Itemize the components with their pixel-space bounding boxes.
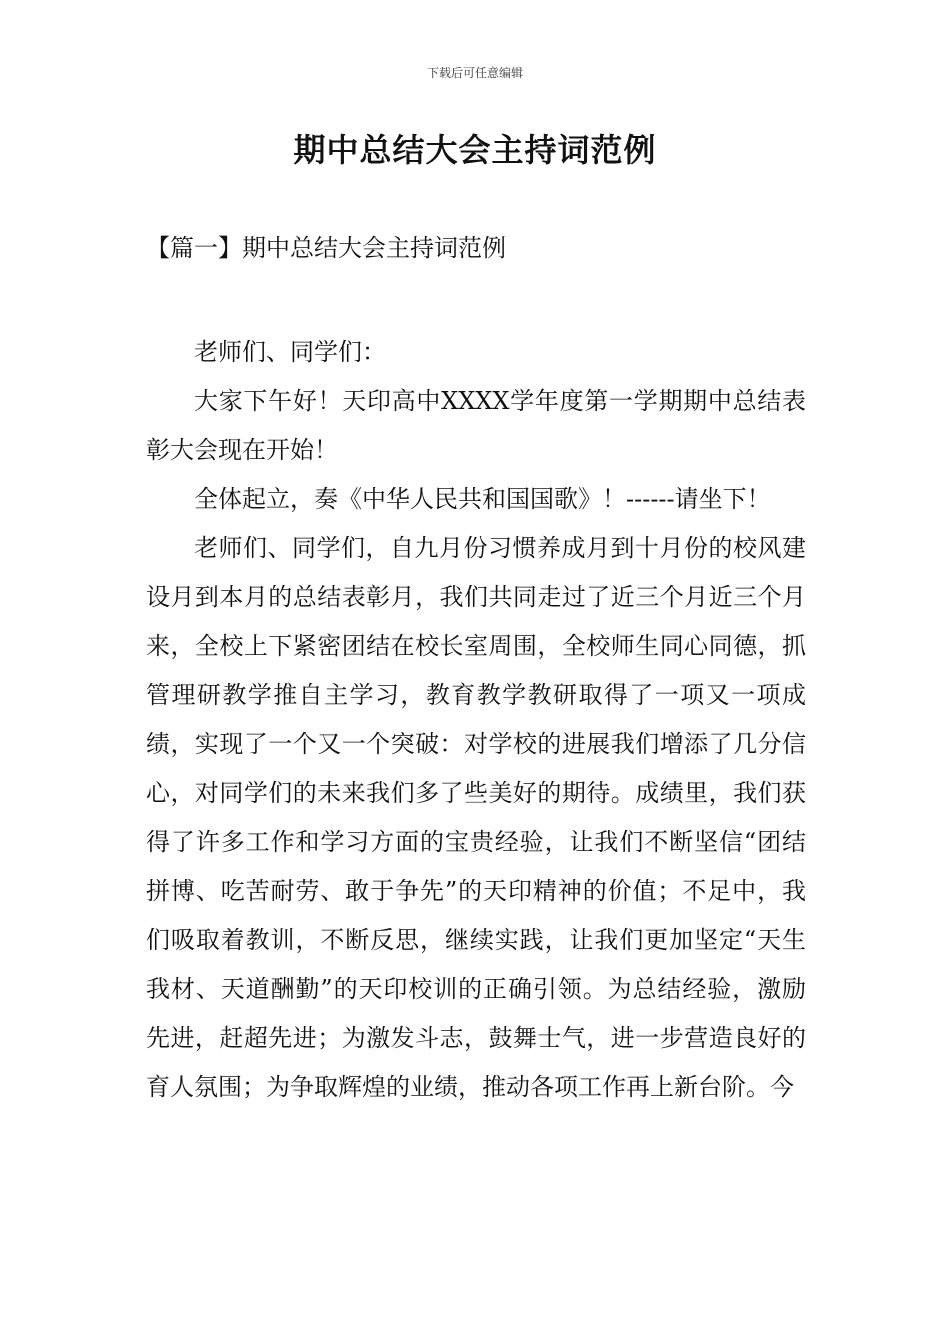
- body-text: [146, 328, 806, 1112]
- header-note: 下载后可任意编辑: [426, 66, 523, 80]
- paragraph-review: 老师们、同学们，自九月份习惯养成月到十月份的校风建设月到本月的总结表彰月，我们共同走过了近三个月近三个月来，全校上下紧密团结在校长室周围，全校师生同心同德，抓管理研教学推自主学习，教育教学教研取得了一项又一项成绩，实现了一个又一个突破：对学校的进展我们增添了几分信心，对同学们的未来我们多了些美好的期待。成绩里，我们获得了许多工作和学习方面的宝贵经验，让我们不断坚信“团结拼博、吃苦耐劳、敢于争先”的天印精神的价值；不足中，我们吸取着教训，不断反思，继续实践，让我们更加坚定“天生我材、天道酬勤”的天印校训的正确引领。为总结经验，激励先进，赶超先进；为激发斗志，鼓舞士气，进一步营造良好的育人氛围；为争取辉煌的业绩，推动各项工作再上新台阶。今: [146, 534, 806, 1101]
- paragraph-opening: 大家下午好！天印高中XXXX学年度第一学期期中总结表彰大会现在开始！: [146, 387, 806, 464]
- page-title: 期中总结大会主持词范例: [293, 131, 657, 169]
- section-heading: 【篇一】期中总结大会主持词范例: [146, 234, 506, 262]
- paragraph-greeting: 老师们、同学们：: [194, 338, 386, 366]
- paragraph-anthem: 全体起立，奏《中华人民共和国国歌》！------请坐下！: [194, 485, 771, 513]
